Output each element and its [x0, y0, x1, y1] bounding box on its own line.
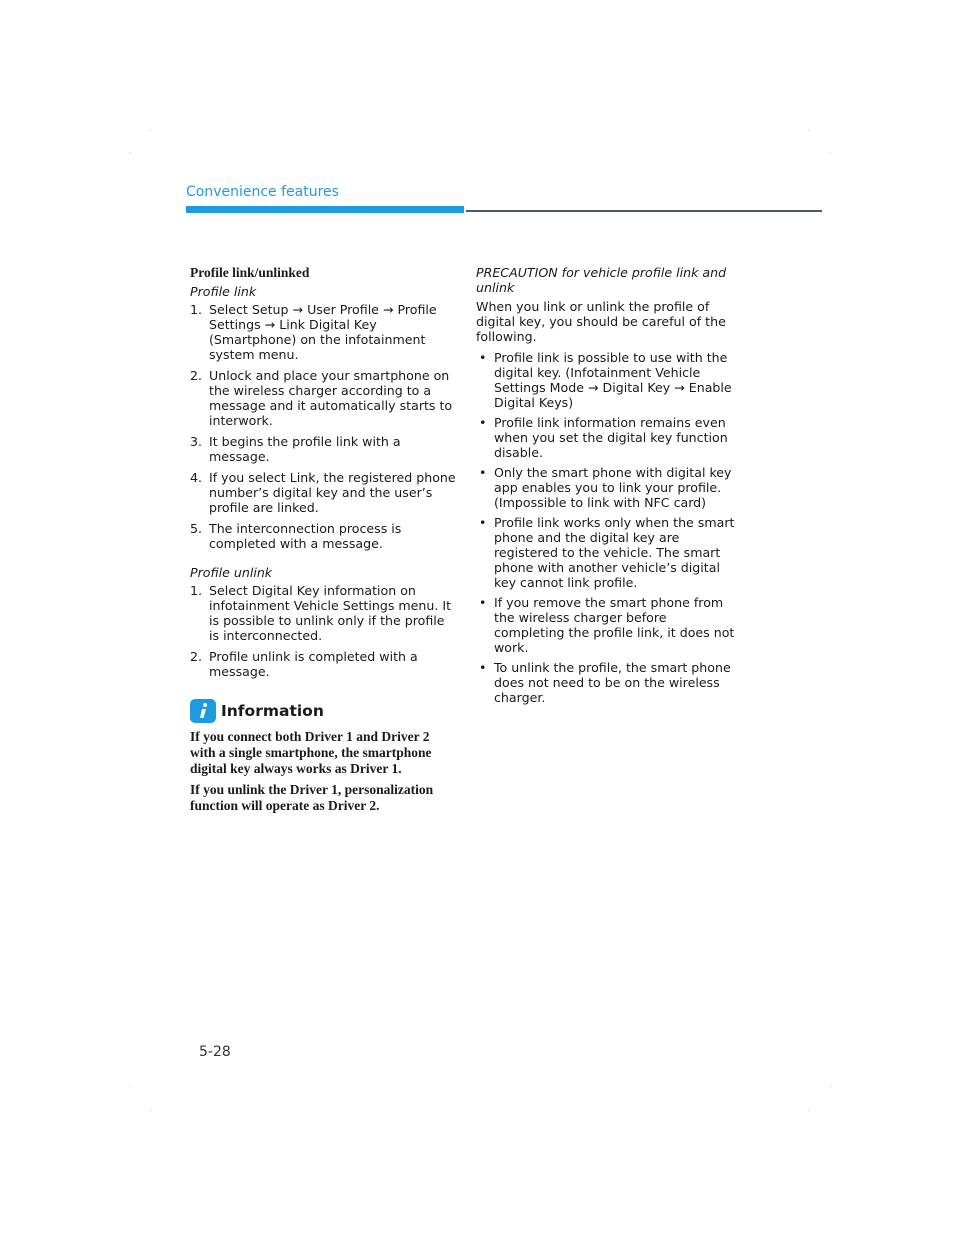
- bullet: •: [479, 465, 487, 480]
- step-number: 3.: [190, 434, 203, 449]
- crop-mark: [830, 1086, 831, 1087]
- bullet-text: Profile link works only when the smart phone and the digital key are registered to the vehicle. The smart phone with another vehicle’s digital key cannot link profile.: [494, 515, 735, 590]
- information-title: Information: [221, 701, 324, 720]
- bullet: •: [479, 415, 487, 430]
- profile-link-subhead: Profile link: [190, 284, 257, 299]
- bullet: •: [479, 595, 487, 610]
- page-number: 5-28: [199, 1044, 231, 1060]
- left-column: [190, 265, 458, 819]
- header-accent-bar: [186, 206, 464, 213]
- crop-mark: [130, 1086, 131, 1087]
- step-number: 1.: [190, 302, 203, 317]
- step-text: It begins the profile link with a message.: [209, 434, 401, 464]
- step-text: If you select Link, the registered phone number’s digital key and the user’s profile are linked.: [209, 470, 456, 515]
- profile-link-heading: Profile link/unlinked: [190, 265, 310, 280]
- precaution-intro: When you link or unlink the profile of digital key, you should be careful of the following.: [476, 299, 726, 344]
- step-text: Select Setup → User Profile → Profile Settings → Link Digital Key (Smartphone) on the infotainment system menu.: [209, 302, 437, 362]
- list-item: [190, 470, 458, 515]
- step-number: 2.: [190, 649, 203, 664]
- section-title: Convenience features: [186, 184, 339, 200]
- crop-mark: [150, 130, 151, 131]
- step-text: The interconnection process is completed with a message.: [209, 521, 402, 551]
- bullet-text: Only the smart phone with digital key app enables you to link your profile. (Impossible to link with NFC card): [494, 465, 732, 510]
- list-item: [190, 434, 458, 464]
- precaution-heading: PRECAUTION for vehicle profile link and unlink: [476, 265, 727, 295]
- right-column: [476, 265, 738, 710]
- list-item: [476, 515, 738, 590]
- list-item: [190, 302, 458, 362]
- list-item: [190, 521, 458, 551]
- information-header: [190, 699, 458, 723]
- information-text: If you connect both Driver 1 and Driver 2 with a single smartphone, the smartphone digital key always works as Driver 1.: [190, 729, 432, 776]
- bullet: •: [479, 515, 487, 530]
- step-number: 5.: [190, 521, 203, 536]
- step-number: 4.: [190, 470, 203, 485]
- profile-unlink-subhead: Profile unlink: [190, 565, 273, 580]
- info-icon: [190, 699, 216, 723]
- list-item: [190, 649, 458, 679]
- list-item: [190, 583, 458, 643]
- list-item: [476, 660, 738, 705]
- crop-mark: [808, 1110, 809, 1111]
- bullet-text: If you remove the smart phone from the wireless charger before completing the profile link, it does not work.: [494, 595, 735, 655]
- crop-mark: [830, 152, 831, 153]
- header-rule: [466, 210, 822, 212]
- bullet-text: Profile link information remains even when you set the digital key function disable.: [494, 415, 728, 460]
- crop-mark: [808, 130, 809, 131]
- step-number: 2.: [190, 368, 203, 383]
- step-text: Profile unlink is completed with a message.: [209, 649, 418, 679]
- step-text: Unlock and place your smartphone on the wireless charger according to a message and it automatically starts to interwork.: [209, 368, 453, 428]
- bullet-text: To unlink the profile, the smart phone does not need to be on the wireless charger.: [494, 660, 731, 705]
- profile-link-steps: [190, 302, 458, 551]
- step-text: Select Digital Key information on infotainment Vehicle Settings menu. It is possible to unlink only if the profile is interconnected.: [209, 583, 452, 643]
- bullet: •: [479, 660, 487, 675]
- bullet-text: Profile link is possible to use with the digital key. (Infotainment Vehicle Settings Mode → Digital Key → Enable Digital Keys): [494, 350, 732, 410]
- crop-mark: [130, 152, 131, 153]
- step-number: 1.: [190, 583, 203, 598]
- list-item: [476, 350, 738, 410]
- list-item: [190, 368, 458, 428]
- list-item: [476, 465, 738, 510]
- information-text: If you unlink the Driver 1, personalization function will operate as Driver 2.: [190, 782, 434, 813]
- profile-unlink-steps: [190, 583, 458, 679]
- list-item: [476, 595, 738, 655]
- crop-mark: [150, 1110, 151, 1111]
- precaution-list: [476, 350, 738, 705]
- bullet: •: [479, 350, 487, 365]
- list-item: [476, 415, 738, 460]
